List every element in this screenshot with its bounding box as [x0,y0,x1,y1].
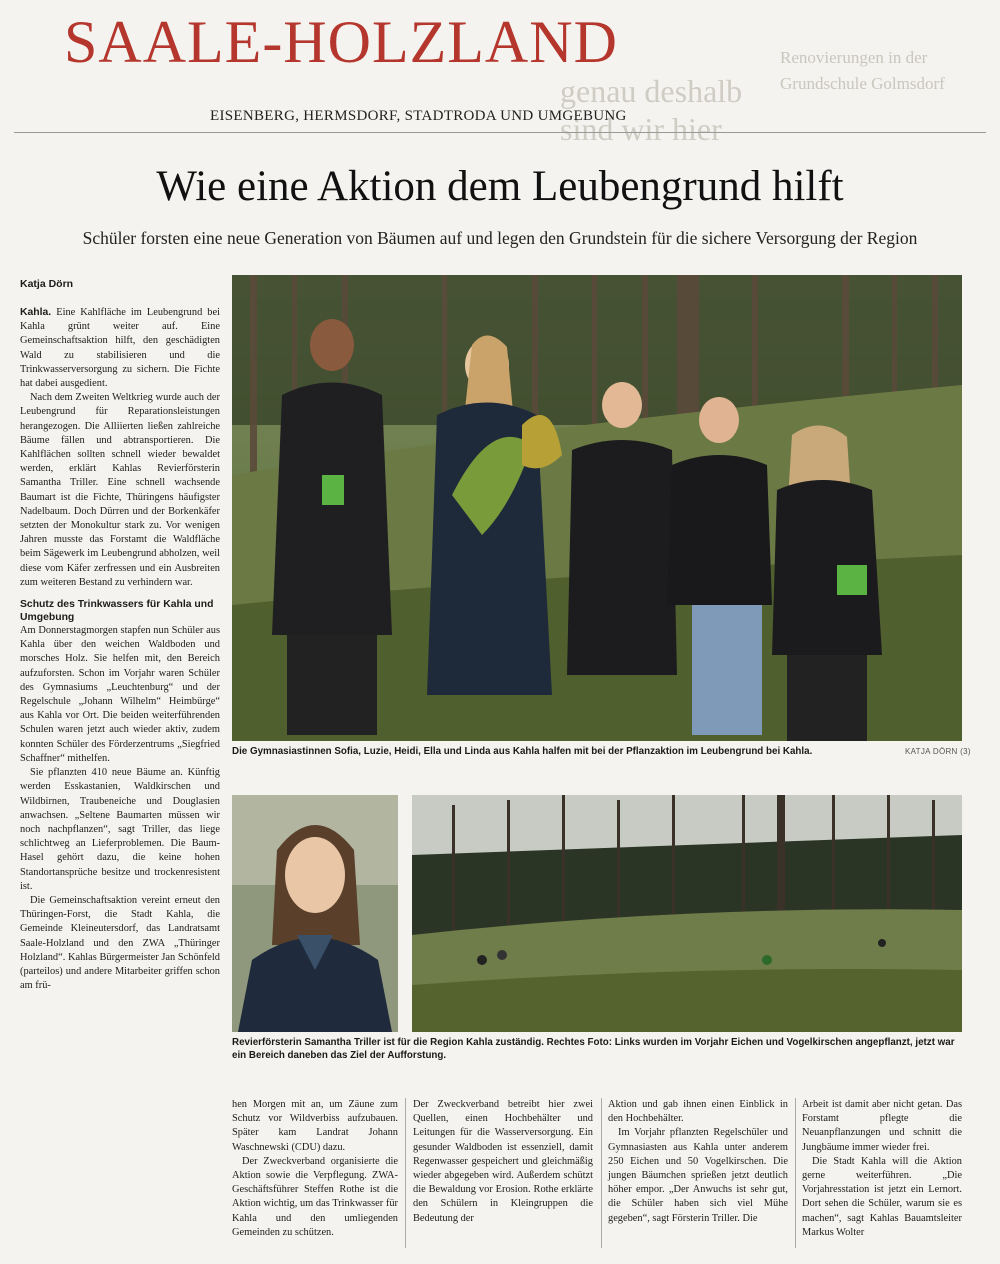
main-photo-students [232,275,962,741]
paragraph: Arbeit ist damit aber nicht getan. Das Forstamt pflegte die Neuanpflanzungen und schnitt die Jungbäume immer wieder frei. [802,1099,962,1153]
column-rule [601,1098,602,1248]
article-deck: Schüler forsten eine neue Generation von Bäumen auf und legen den Grundstein für die sichere Versorgung der Region [82,228,918,248]
article-headline: Wie eine Aktion dem Leubengrund hilft [156,163,844,210]
photo-credit: KATJA DÖRN (3) [905,747,971,756]
bleed-through-text: genau deshalb sind wir hier [560,73,743,147]
paragraph: Sie pflanzten 410 neue Bäume an. Künftig werden Esskastanien, Waldkirschen und Wildbirnen, Traubeneiche und Douglasien anwachsen. „Seltene Baumarten müssen wir noch nachpflanzen“, sagt Triller, das liege schlichtweg an Lieferproblemen. Die Baum-Hasel gehört dazu, die keine hohen Standortansprüche besitze und trockenresistent ist. [20,767,220,892]
paragraph: Die Stadt Kahla will die Aktion gerne weiterführen. „Die Vorjahresstation ist jetzt ein Lernort. Dort sehen die Schüler, warum sie es machen“, sagt Kahlas Bauamtsleiter Markus Wolter [802,1155,962,1238]
section-subhead: Schutz des Trinkwassers für Kahla und Umgebung [20,599,214,624]
article-column-2 [232,1098,398,1240]
paragraph: Nach dem Zweiten Weltkrieg wurde auch der Leubengrund für Reparationsleistungen herangezogen. Die Alliierten ließen zahlreiche Bäume fällen und abtransportieren. Die Kahlflächen sollten schnell wieder bewaldet werden, erklärt Kahlas Revierförsterin Samantha Triller. Eine schnell wachsende Baumart ist die Fichte, Thüringens häufigster Nadelbaum. Doch Dürren und der Borkenkäfer setzten der Monokultur stark zu. Vor wenigen Jahren musste das Forstamt die Waldfläche beim Sägewerk im Leubengrund abholzen, weil diese vom Käfer zerfressen und ein Ausbreiten zum weiteren Bestand zu verhindern war. [20,392,220,588]
masthead-rule [14,132,986,133]
paragraph: Der Zweckverband betreibt hier zwei Quellen, einen Hochbehälter und Leitungen für die Wasserversorgung. Ein gesunder Waldboden ist essenziell, damit Regenwasser gespeichert und gleichmäßig wieder abgegeben wird. Außerdem schützt die Bewaldung vor Erosion. Rothe erklärte den Schülern in Kleingruppen die Bedeutung der [413,1099,593,1224]
paragraph [20,306,220,391]
paragraph: Im Vorjahr pflanzten Regelschüler und Gymnasiasten aus Kahla unter anderem 250 Eichen und 50 Vogelkirschen. Die jungen Bäumchen sprießen jetzt deutlich höher empor. „Der Anwuchs ist sehr gut, die Schüler haben sich viel Mühe gegeben“, sagt Försterin Triller. Die [608,1127,788,1224]
bleed-through-sidebar: Renovierungen in der Grundschule Golmsdorf [780,48,945,93]
column-rule [795,1098,796,1248]
paragraph-text: Eine Kahlfläche im Leubengrund bei Kahla grünt weiter auf. Eine Gemeinschaftsaktion hilft, den geschädigten Wald zu stabilisieren und die Trinkwasserversorgung zu sichern. Die Fichte hat dabei ausgedient. [20,307,220,390]
main-photo-caption: Die Gymnasiastinnen Sofia, Luzie, Heidi, Ella und Linda aus Kahla halfen mit bei der Pflanzaktion im Leubengrund bei Kahla. [232,746,813,757]
paragraph: hen Morgen mit an, um Zäune zum Schutz vor Wildverbiss aufzubauen. Später kam Landrat Johann Waschnewski (CDU) dazu. [232,1099,398,1153]
masthead-title: SAALE-HOLZLAND [64,9,618,75]
column-rule [405,1098,406,1248]
article-column-1 [20,306,220,993]
article-column-3 [413,1098,593,1226]
article-column-4 [608,1098,788,1226]
author-byline: Katja Dörn [20,278,74,290]
portrait-photo-forester [232,795,398,1032]
dateline: Kahla. [20,307,52,318]
masthead-subtitle: EISENBERG, HERMSDORF, STADTRODA UND UMGEBUNG [210,108,627,124]
article-column-5 [802,1098,962,1240]
paragraph: Der Zweckverband organisierte die Aktion sowie die Verpflegung. ZWA-Geschäftsführer Steffen Rothe ist die Aktion wichtig, um das Trinkwasser für Kahla und den umliegenden Gemeinden zu schützen. [232,1155,398,1238]
paragraph: Am Donnerstagmorgen stapfen nun Schüler aus Kahla über den weichen Waldboden und morsches Holz. Sie helfen mit, den Bereich aufzuforsten. Schon im Vorjahr waren Schüler des Gymnasiums „Leuchtenburg“ und der Regelschule „Johann Wilhelm“ Heimbürge“ aus Kahla vor Ort. Die beiden weiterführenden Schulen waren jetzt auch wieder aktiv, zudem konnten Schüler des Förderzentrums „Siegfried Schaffner“ mithelfen. [20,625,220,764]
paragraph: Die Gemeinschaftsaktion vereint erneut den Thüringen-Forst, die Stadt Kahla, die Gemeinde Kleineutersdorf, das Landratsamt Saale-Holzland und den ZWA „Thüringer Holzland“. Kahlas Bürgermeister Jan Schönfeld (parteilos) und andere Mitarbeiter griffen schon am frü- [20,894,220,992]
lower-photos-caption: Revierförsterin Samantha Triller ist für die Region Kahla zuständig. Rechtes Foto: Links wurden im Vorjahr Eichen und Vogelkirschen angepflanzt, jetzt war ein Bereich daneben das Ziel der Aufforstung. [232,1037,955,1061]
paragraph: Aktion und gab ihnen einen Einblick in den Hochbehälter. [608,1099,788,1125]
landscape-photo-reforestation [412,795,962,1032]
